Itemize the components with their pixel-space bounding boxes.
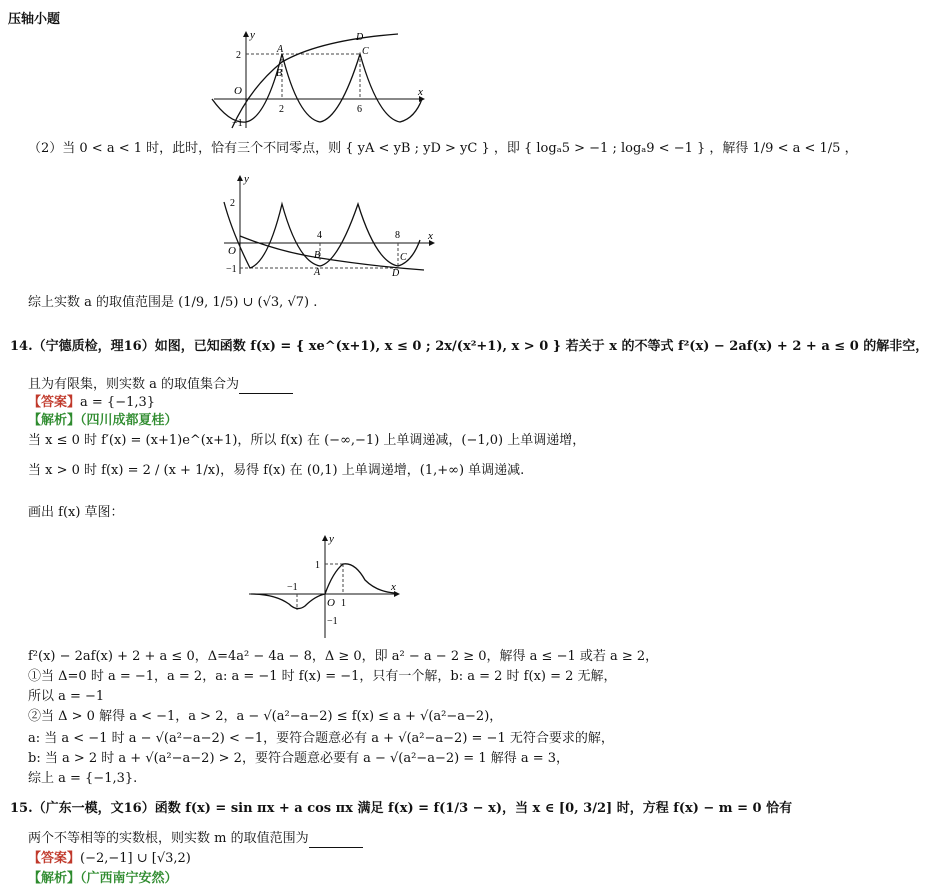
answer-blank-15 [309,835,363,848]
fig2-point-d: D [392,268,400,279]
answer-label-15: 【答案】 [28,851,81,866]
fig3-origin: O [327,597,335,609]
solution-label: 【解析】 [28,413,81,428]
fig2-point-a: A [314,267,321,278]
fig3-ym1: −1 [327,616,338,627]
fig2-point-b: B [314,250,321,261]
fig2-point-c: C [400,252,407,263]
fig1-x6: 6 [357,104,362,115]
fig2-origin: O [228,245,236,257]
range-summary: 综上实数 a 的取值范围是 (1/9, 1/5) ∪ (√3, √7) . [28,295,318,310]
question-15-line-2 [28,830,363,848]
figure-1-graph [210,28,430,134]
question-14-line-1 [10,338,928,356]
question-14-stem: 且为有限集，则实数 a 的取值集合为 [28,377,240,392]
fig1-point-a: A [277,44,284,55]
fig1-point-d: D [356,32,364,43]
question-15-text: 15.（广东一模，文16）函数 f(x) = sin πx + a cos πx 满足 f(x) = f(1/3 − x)，当 x ∈ [0, 3/2] 时，方程 f(x) − m = 0 恰有 [10,801,793,816]
answer-15 [28,850,191,868]
solution-14-step-2: 当 x > 0 时 f(x) = 2 / (x + 1/x)，易得 f(x) 在 (0,1) 上单调递增，(1,+∞) 单调递减. [28,463,525,478]
fig3-y-label: y [329,533,334,545]
solution-source: （四川成都夏桂） [80,413,178,428]
fig1-point-c: C [362,46,369,57]
solution-14-step-10: 综上 a = {−1,3}. [28,771,138,786]
figure-3-sketch [245,532,405,642]
answer-value: a = {−1,3} [80,395,156,410]
fig3-x1: 1 [341,598,346,609]
fig2-ym1: −1 [226,264,237,275]
answer-label: 【答案】 [28,395,81,410]
fig1-origin: O [234,85,242,97]
solution-14-step-8: a: 当 a < −1 时 a − √(a²−a−2) < −1，要符合题意必有 a + √(a²−a−2) = −1 无符合要求的解， [28,731,614,746]
figure-2-graph [220,172,440,278]
fig1-y2: 2 [236,50,241,61]
solution-15-header [28,870,178,888]
solution-14-step-7: ②当 Δ > 0 解得 a < −1，a > 2，a − √(a²−a−2) ≤ f(x) ≤ a + √(a²−a−2)， [28,709,503,724]
fig1-x-label: x [418,86,423,98]
solution-14-step-3: 画出 f(x) 草图： [28,505,124,520]
answer-value-15: (−2,−1] ∪ [√3,2) [80,851,191,866]
solution-14-step-4: f²(x) − 2af(x) + 2 + a ≤ 0，Δ=4a² − 4a − 8，Δ ≥ 0，即 a² − a − 2 ≥ 0，解得 a ≤ −1 或若 a ≥ 2， [28,649,659,664]
fig3-y1: 1 [315,560,320,571]
page-header: 压轴小题 [8,12,61,27]
fig2-x8: 8 [395,230,400,241]
solution-14-step-9: b: 当 a > 2 时 a + √(a²−a−2) > 2，要符合题意必要有 a − √(a²−a−2) = 1 解得 a = 3， [28,751,570,766]
fig1-y-label: y [250,29,255,41]
question-14-line-2 [28,376,293,394]
fig2-x4: 4 [317,230,322,241]
answer-blank [239,381,293,394]
question-15-line-1 [10,800,792,818]
answer-14 [28,394,155,412]
fig1-x2: 2 [279,104,284,115]
fig2-x-label: x [428,230,433,242]
fig1-point-b: B [276,68,283,79]
solution-14-step-5: ①当 Δ=0 时 a = −1，a = 2，a: a = −1 时 f(x) = −1，只有一个解，b: a = 2 时 f(x) = 2 无解， [28,669,617,684]
solution-source-15: （广西南宁安然） [80,871,178,886]
question-15-stem: 两个不等相等的实数根，则实数 m 的取值范围为 [28,831,309,846]
fig2-y2: 2 [230,198,235,209]
fig3-x-label: x [391,581,396,593]
question-14-text: 14.（宁德质检，理16）如图，已知函数 f(x) = { xe^(x+1), x ≤ 0 ; 2x/(x²+1), x > 0 } 若关于 x 的不等式 f²(x) − 2af(x) + 2 + a ≤ 0 的解非空， [10,339,928,354]
solution-14-step-1: 当 x ≤ 0 时 f′(x) = (x+1)e^(x+1)，所以 f(x) 在 (−∞,−1) 上单调递减，(−1,0) 上单调递增， [28,433,586,448]
solution-14-header [28,412,178,430]
fig3-xm1: −1 [287,582,298,593]
solution-14-step-6: 所以 a = −1 [28,689,105,704]
fig1-ym1: −1 [232,118,243,129]
solution-line-2: （2）当 0 < a < 1 时，此时，恰有三个不同零点，则 { yA < yB ; yD > yC } ，即 { logₐ5 > −1 ; logₐ9 < −1 } ，解得 1/9 < a < 1/5 ， [28,141,858,156]
solution-label-15: 【解析】 [28,871,81,886]
fig2-y-label: y [244,173,249,185]
